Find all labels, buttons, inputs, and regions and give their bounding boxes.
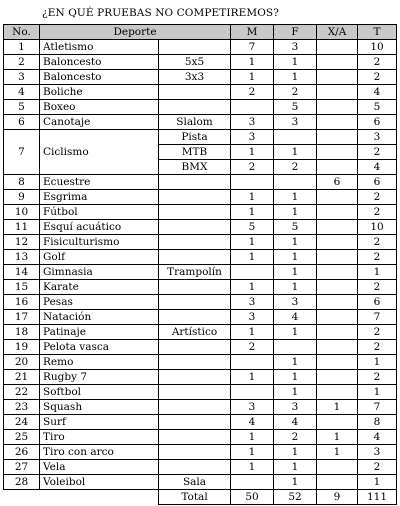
count-f [274, 340, 317, 355]
count-xa [317, 325, 358, 340]
count-total: 3 [358, 130, 397, 145]
count-m: 3 [231, 400, 274, 415]
count-xa [317, 85, 358, 100]
sport-name: Fútbol [40, 205, 159, 220]
sport-subcategory [159, 280, 231, 295]
total-spacer [4, 490, 159, 505]
row-number: 21 [4, 370, 40, 385]
sport-subcategory [159, 40, 231, 55]
table-row [4, 220, 397, 235]
count-f: 1 [274, 190, 317, 205]
sport-name: Tiro [40, 430, 159, 445]
count-f: 5 [274, 220, 317, 235]
sport-name: Baloncesto [40, 70, 159, 85]
count-f: 2 [274, 85, 317, 100]
row-number: 22 [4, 385, 40, 400]
count-xa [317, 460, 358, 475]
count-total: 2 [358, 325, 397, 340]
row-number: 3 [4, 70, 40, 85]
count-total: 10 [358, 40, 397, 55]
count-f: 1 [274, 355, 317, 370]
count-m: 2 [231, 85, 274, 100]
row-number: 1 [4, 40, 40, 55]
count-m [231, 100, 274, 115]
row-number: 13 [4, 250, 40, 265]
row-number: 24 [4, 415, 40, 430]
count-f: 2 [274, 430, 317, 445]
table-row [4, 475, 397, 490]
table-row [4, 175, 397, 190]
count-m [231, 175, 274, 190]
table-row [4, 295, 397, 310]
count-xa [317, 115, 358, 130]
sport-name: Remo [40, 355, 159, 370]
count-xa [317, 355, 358, 370]
count-total: 2 [358, 70, 397, 85]
row-number: 28 [4, 475, 40, 490]
count-xa [317, 265, 358, 280]
sport-subcategory [159, 100, 231, 115]
sport-name: Squash [40, 400, 159, 415]
table-row [4, 415, 397, 430]
sport-name: Boxeo [40, 100, 159, 115]
row-number: 5 [4, 100, 40, 115]
count-m: 1 [231, 430, 274, 445]
row-number: 9 [4, 190, 40, 205]
sport-name: Pesas [40, 295, 159, 310]
header-xa: X/A [317, 25, 358, 40]
count-f [274, 175, 317, 190]
count-xa [317, 235, 358, 250]
sport-subcategory [159, 205, 231, 220]
header-row [4, 25, 397, 40]
sport-name: Fisiculturismo [40, 235, 159, 250]
count-xa [317, 475, 358, 490]
count-xa [317, 130, 358, 145]
sport-name: Rugby 7 [40, 370, 159, 385]
table-row [4, 340, 397, 355]
sport-name: Esquí acuático [40, 220, 159, 235]
count-m: 4 [231, 415, 274, 430]
count-total: 2 [358, 235, 397, 250]
header-f: F [274, 25, 317, 40]
sport-subcategory [159, 340, 231, 355]
count-m [231, 355, 274, 370]
count-xa [317, 40, 358, 55]
sport-name: Surf [40, 415, 159, 430]
count-f: 1 [274, 475, 317, 490]
sport-name: Softbol [40, 385, 159, 400]
count-m: 1 [231, 250, 274, 265]
sport-subcategory: BMX [159, 160, 231, 175]
count-m: 1 [231, 460, 274, 475]
count-xa: 1 [317, 445, 358, 460]
table-row [4, 55, 397, 70]
count-xa [317, 190, 358, 205]
sport-name: Tiro con arco [40, 445, 159, 460]
table-row [4, 280, 397, 295]
sport-name: Boliche [40, 85, 159, 100]
count-m: 1 [231, 325, 274, 340]
total-t: 111 [358, 490, 397, 505]
header-t: T [358, 25, 397, 40]
header-deporte: Deporte [40, 25, 231, 40]
table-row [4, 265, 397, 280]
table-row [4, 325, 397, 340]
count-m: 5 [231, 220, 274, 235]
sport-name: Canotaje [40, 115, 159, 130]
sport-name: Esgrima [40, 190, 159, 205]
count-total: 4 [358, 85, 397, 100]
count-total: 10 [358, 220, 397, 235]
count-f: 3 [274, 115, 317, 130]
table-row [4, 460, 397, 475]
row-number: 26 [4, 445, 40, 460]
total-f: 52 [274, 490, 317, 505]
count-total: 1 [358, 475, 397, 490]
count-xa [317, 385, 358, 400]
sport-subcategory: Pista [159, 130, 231, 145]
sport-subcategory: 3x3 [159, 70, 231, 85]
count-total: 8 [358, 415, 397, 430]
count-xa: 6 [317, 175, 358, 190]
row-number: 27 [4, 460, 40, 475]
sport-subcategory [159, 415, 231, 430]
table-row [4, 85, 397, 100]
count-m: 1 [231, 235, 274, 250]
sport-name: Natación [40, 310, 159, 325]
total-row [4, 490, 397, 505]
sport-subcategory [159, 400, 231, 415]
row-number: 8 [4, 175, 40, 190]
sport-name: Gimnasia [40, 265, 159, 280]
count-xa [317, 100, 358, 115]
count-m [231, 265, 274, 280]
sport-subcategory: Sala [159, 475, 231, 490]
table-row [4, 355, 397, 370]
count-m: 2 [231, 160, 274, 175]
total-xa: 9 [317, 490, 358, 505]
row-number: 7 [4, 130, 40, 175]
sport-name: Atletismo [40, 40, 159, 55]
row-number: 12 [4, 235, 40, 250]
count-f: 4 [274, 415, 317, 430]
total-m: 50 [231, 490, 274, 505]
count-total: 2 [358, 340, 397, 355]
count-xa [317, 310, 358, 325]
count-m: 1 [231, 370, 274, 385]
total-label: Total [159, 490, 231, 505]
sport-subcategory [159, 220, 231, 235]
sport-subcategory [159, 85, 231, 100]
row-number: 11 [4, 220, 40, 235]
count-f: 1 [274, 145, 317, 160]
count-m: 1 [231, 205, 274, 220]
table-row [4, 40, 397, 55]
count-total: 3 [358, 445, 397, 460]
count-xa [317, 250, 358, 265]
count-f: 1 [274, 250, 317, 265]
sport-name: Pelota vasca [40, 340, 159, 355]
sport-name: Karate [40, 280, 159, 295]
table-row [4, 385, 397, 400]
table-row [4, 250, 397, 265]
row-number: 17 [4, 310, 40, 325]
row-number: 20 [4, 355, 40, 370]
count-m: 1 [231, 70, 274, 85]
count-f: 1 [274, 325, 317, 340]
row-number: 15 [4, 280, 40, 295]
table-row [4, 70, 397, 85]
count-m: 3 [231, 310, 274, 325]
count-m: 1 [231, 190, 274, 205]
count-f: 1 [274, 70, 317, 85]
sport-name: Vela [40, 460, 159, 475]
table-row [4, 130, 397, 145]
count-f: 3 [274, 400, 317, 415]
count-f: 3 [274, 40, 317, 55]
count-total: 2 [358, 250, 397, 265]
count-f [274, 130, 317, 145]
count-m: 3 [231, 130, 274, 145]
table-row [4, 445, 397, 460]
sport-name: Patinaje [40, 325, 159, 340]
sport-subcategory [159, 385, 231, 400]
count-total: 5 [358, 100, 397, 115]
count-total: 2 [358, 55, 397, 70]
row-number: 6 [4, 115, 40, 130]
sport-name: Golf [40, 250, 159, 265]
sport-subcategory [159, 445, 231, 460]
table-row [4, 115, 397, 130]
sport-name: Ciclismo [40, 130, 159, 175]
count-xa: 1 [317, 400, 358, 415]
count-f: 1 [274, 205, 317, 220]
count-total: 2 [358, 205, 397, 220]
row-number: 2 [4, 55, 40, 70]
sport-subcategory: Artístico [159, 325, 231, 340]
table-row [4, 400, 397, 415]
count-xa [317, 205, 358, 220]
count-m: 1 [231, 445, 274, 460]
count-total: 2 [358, 280, 397, 295]
sport-subcategory: 5x5 [159, 55, 231, 70]
table-row [4, 430, 397, 445]
sport-name: Voleibol [40, 475, 159, 490]
count-xa [317, 280, 358, 295]
header-m: M [231, 25, 274, 40]
count-total: 4 [358, 160, 397, 175]
row-number: 19 [4, 340, 40, 355]
count-total: 1 [358, 385, 397, 400]
count-f: 3 [274, 295, 317, 310]
sport-subcategory [159, 190, 231, 205]
count-xa [317, 55, 358, 70]
sport-subcategory [159, 295, 231, 310]
count-total: 7 [358, 400, 397, 415]
row-number: 10 [4, 205, 40, 220]
row-number: 16 [4, 295, 40, 310]
sport-subcategory [159, 235, 231, 250]
count-f: 2 [274, 160, 317, 175]
sport-subcategory [159, 175, 231, 190]
count-m [231, 475, 274, 490]
sport-subcategory [159, 310, 231, 325]
count-m: 1 [231, 55, 274, 70]
sport-subcategory: Trampolín [159, 265, 231, 280]
row-number: 18 [4, 325, 40, 340]
count-total: 6 [358, 175, 397, 190]
table-row [4, 100, 397, 115]
count-xa [317, 220, 358, 235]
count-xa [317, 160, 358, 175]
table-row [4, 205, 397, 220]
table-row [4, 190, 397, 205]
count-total: 2 [358, 190, 397, 205]
count-f: 1 [274, 55, 317, 70]
count-m: 2 [231, 340, 274, 355]
count-f: 1 [274, 385, 317, 400]
sport-subcategory: Slalom [159, 115, 231, 130]
sport-subcategory [159, 460, 231, 475]
header-no: No. [4, 25, 40, 40]
count-m [231, 385, 274, 400]
count-total: 2 [358, 370, 397, 385]
row-number: 25 [4, 430, 40, 445]
count-f: 1 [274, 235, 317, 250]
count-xa [317, 370, 358, 385]
table-row [4, 235, 397, 250]
sport-subcategory [159, 355, 231, 370]
count-m: 7 [231, 40, 274, 55]
count-f: 1 [274, 280, 317, 295]
sport-name: Ecuestre [40, 175, 159, 190]
count-total: 7 [358, 310, 397, 325]
count-m: 1 [231, 280, 274, 295]
sport-subcategory [159, 250, 231, 265]
count-f: 1 [274, 460, 317, 475]
count-xa [317, 415, 358, 430]
row-number: 4 [4, 85, 40, 100]
sports-table [3, 24, 397, 505]
count-xa [317, 295, 358, 310]
sport-subcategory [159, 370, 231, 385]
page-title: ¿EN QUÉ PRUEBAS NO COMPETIREMOS? [42, 7, 279, 19]
count-f: 1 [274, 370, 317, 385]
table-row [4, 370, 397, 385]
count-m: 3 [231, 295, 274, 310]
sport-name: Baloncesto [40, 55, 159, 70]
count-total: 6 [358, 115, 397, 130]
count-total: 6 [358, 295, 397, 310]
sport-subcategory: MTB [159, 145, 231, 160]
count-f: 5 [274, 100, 317, 115]
count-xa [317, 340, 358, 355]
sport-subcategory [159, 430, 231, 445]
row-number: 23 [4, 400, 40, 415]
table-row [4, 310, 397, 325]
count-f: 1 [274, 265, 317, 280]
count-total: 2 [358, 145, 397, 160]
count-f: 1 [274, 445, 317, 460]
count-total: 2 [358, 460, 397, 475]
row-number: 14 [4, 265, 40, 280]
count-total: 1 [358, 265, 397, 280]
count-xa: 1 [317, 430, 358, 445]
count-total: 1 [358, 355, 397, 370]
count-xa [317, 70, 358, 85]
count-m: 1 [231, 145, 274, 160]
count-m: 3 [231, 115, 274, 130]
count-f: 4 [274, 310, 317, 325]
count-xa [317, 145, 358, 160]
count-total: 4 [358, 430, 397, 445]
